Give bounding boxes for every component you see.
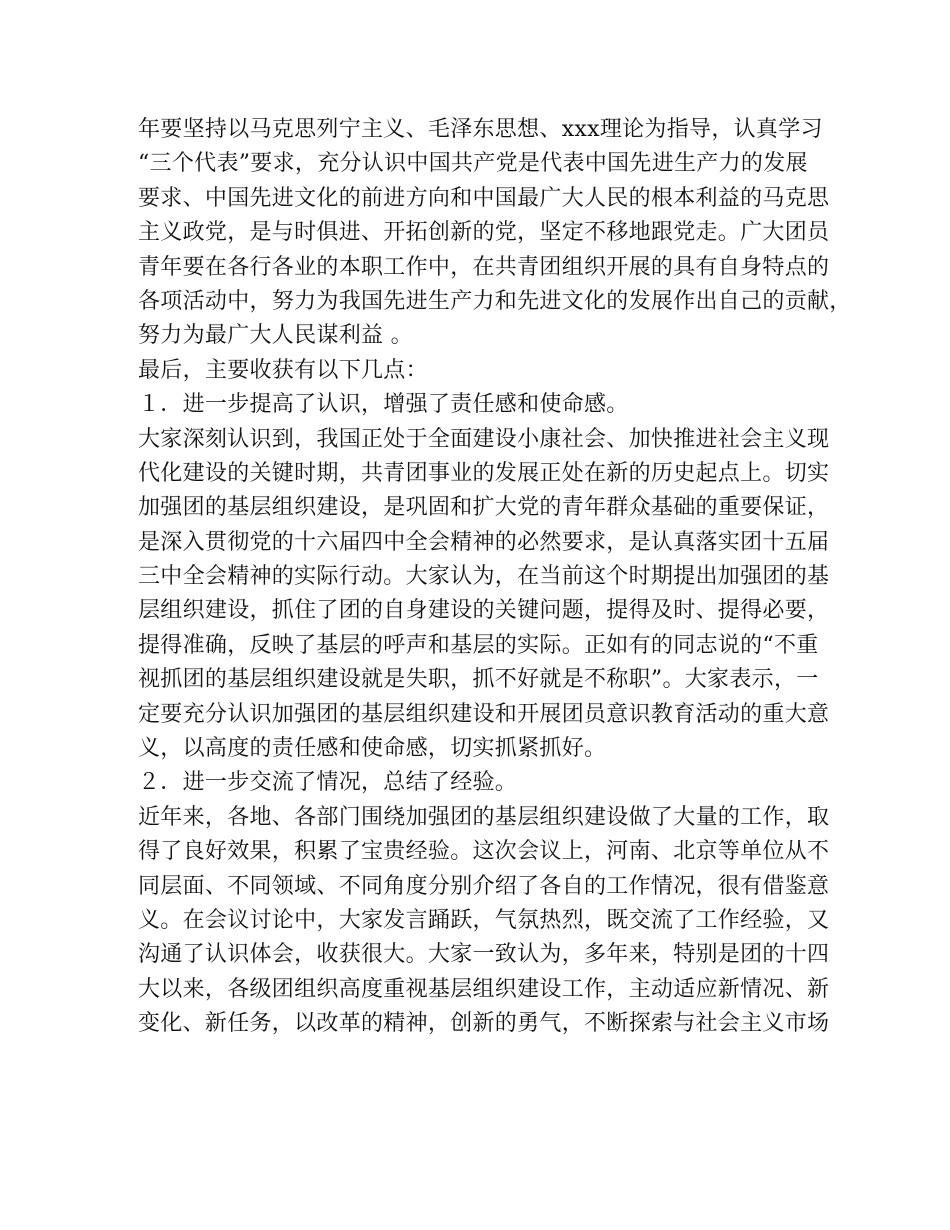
text-line: “三个代表”要求，充分认识中国共产党是代表中国先进生产力的发展	[138, 151, 808, 177]
text-line: 变化、新任务，以改革的精神，创新的勇气，不断探索与社会主义市场	[138, 1011, 830, 1037]
text-line: 努力为最广大人民谋利益 。	[138, 323, 413, 349]
text-line: 最后，主要收获有以下几点：	[138, 357, 428, 383]
text-line: 加强团的基层组织建设，是巩固和扩大党的青年群众基础的重要保证，	[138, 495, 830, 521]
text-line: １．进一步提高了认识，增强了责任感和使命感。	[138, 392, 629, 418]
text-line: 三中全会精神的实际行动。大家认为，在当前这个时期提出加强团的基	[138, 564, 830, 590]
text-line: 定要充分认识加强团的基层组织建设和开展团员意识教育活动的重大意	[138, 701, 830, 727]
text-line: 大家深刻认识到，我国正处于全面建设小康社会、加快推进社会主义现	[138, 426, 830, 452]
text-line: 大以来，各级团组织高度重视基层组织建设工作，主动适应新情况、新	[138, 976, 830, 1002]
text-line: 年要坚持以马克思列宁主义、毛泽东思想、xxx理论为指导，认真学习	[138, 117, 823, 142]
text-line: 义，以高度的责任感和使命感，切实抓紧抓好。	[138, 736, 607, 762]
text-line: 要求、中国先进文化的前进方向和中国最广大人民的根本利益的马克思	[138, 185, 830, 211]
text-line: 同层面、不同领域、不同角度分别介绍了各自的工作情况，很有借鉴意	[138, 873, 830, 899]
text-line: 得了良好效果，积累了宝贵经验。这次会议上，河南、北京等单位从不	[138, 839, 830, 865]
text-line: 提得准确，反映了基层的呼声和基层的实际。正如有的同志说的“不重	[138, 632, 819, 658]
text-line: 义。在会议讨论中，大家发言踊跃，气氛热烈，既交流了工作经验，又	[138, 907, 830, 933]
text-line: 是深入贯彻党的十六届四中全会精神的必然要求，是认真落实团十五届	[138, 529, 830, 555]
text-line: 青年要在各行各业的本职工作中，在共青团组织开展的具有自身特点的	[138, 254, 830, 280]
text-line: 沟通了认识体会，收获很大。大家一致认为，多年来，特别是团的十四	[138, 942, 830, 968]
text-line: ２．进一步交流了情况，总结了经验。	[138, 770, 518, 796]
text-line: 代化建设的关键时期，共青团事业的发展正处在新的历史起点上。切实	[138, 460, 830, 486]
text-line: 层组织建设，抓住了团的自身建设的关键问题，提得及时、提得必要，	[138, 598, 830, 624]
text-line: 近年来，各地、各部门围绕加强团的基层组织建设做了大量的工作，取	[138, 804, 830, 830]
text-line: 主义政党，是与时俱进、开拓创新的党，坚定不移地跟党走。广大团员	[138, 220, 830, 246]
text-line: 视抓团的基层组织建设就是失职，抓不好就是不称职”。大家表示，一	[138, 667, 819, 693]
text-line: 各项活动中，努力为我国先进生产力和先进文化的发展作出自己的贡献，	[138, 288, 852, 314]
body-text	[138, 113, 852, 1042]
